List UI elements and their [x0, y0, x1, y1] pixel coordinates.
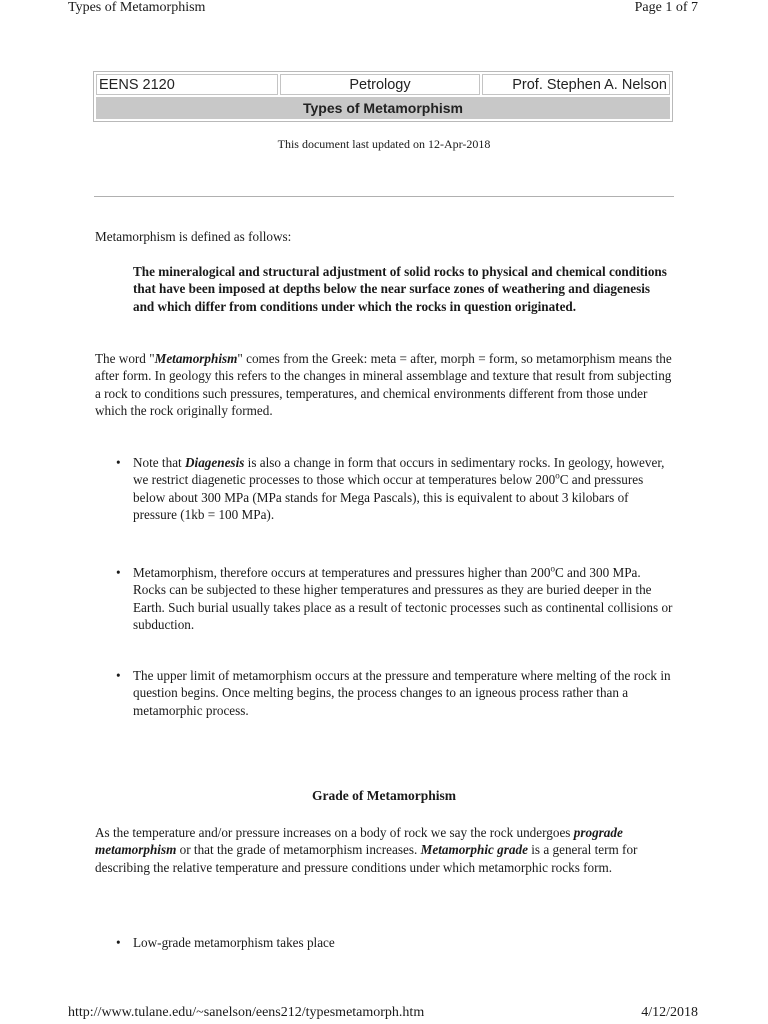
etymology-post: " comes from the Greek: meta = after, morph = form, so metamorphism means the after form. In geology this refers to the changes in mineral assemblage and texture that result from subjecting a rock to conditions such pressures, temperatures, and chemical environments different from those under which the rock originally formed.: [95, 351, 672, 419]
degree-sup: o: [550, 563, 555, 574]
term-prograde-metamorphism: prograde metamorphism: [95, 825, 623, 858]
list-item-text: [133, 564, 673, 634]
grade-mid: or that the grade of metamorphism increases.: [176, 842, 421, 858]
course-header-table: [93, 71, 673, 122]
definition-quote: The mineralogical and structural adjustment of solid rocks to physical and chemical conditions that have been imposed at depths below the near surface zones of weathering and diagenesis and which differ from conditions under which the rocks in question originated.: [133, 264, 667, 314]
list-item-text: [133, 454, 673, 524]
print-header-page-number: Page 1 of 7: [634, 0, 698, 15]
bullet-marker: •: [116, 565, 121, 580]
print-footer: [68, 1005, 698, 1023]
bullet-marker: •: [116, 455, 121, 470]
etymology-paragraph: [95, 350, 673, 420]
course-name: Petrology: [280, 74, 480, 95]
b1-pre: Note that: [133, 455, 186, 470]
grade-post: is a general term for describing the relative temperature and pressure conditions under which metamorphic rocks form.: [95, 842, 638, 875]
term-diagenesis: Diagenesis: [185, 455, 245, 470]
list-item-text: The upper limit of metamorphism occurs at the pressure and temperature where melting of the rock in question begins. Once melting begins, the process changes to an igneous process rather than a metamorphic process.: [133, 668, 671, 718]
print-header-title: Types of Metamorphism: [68, 0, 206, 15]
b1-mid: is also a change in form that occurs in sedimentary rocks. In geology, however, we restrict diagenetic processes to those which occur at temperatures below 200: [133, 455, 665, 488]
intro-text: Metamorphism is defined as follows:: [95, 229, 292, 244]
b1-post: C and pressures below about 300 MPa (MPa stands for Mega Pascals), this is equivalent to about 3 kilobars of pressure (1kb = 100 MPa).: [133, 472, 644, 523]
list-item-upper-limit: [116, 667, 673, 721]
degree-sup: o: [555, 471, 560, 482]
list-item-text: Low-grade metamorphism takes place: [133, 935, 335, 950]
bullet-marker: •: [116, 668, 121, 683]
etymology-pre: The word ": [95, 351, 155, 366]
b2-pre: Metamorphism, therefore occurs at temperatures and pressures higher than 200: [133, 565, 551, 580]
course-code: EENS 2120: [96, 74, 278, 95]
term-metamorphic-grade: Metamorphic grade: [420, 842, 528, 858]
print-header: [68, 0, 698, 18]
grade-pre: As the temperature and/or pressure increases on a body of rock we say the rock undergoes: [95, 825, 574, 840]
grade-paragraph: [95, 824, 673, 876]
term-metamorphism: Metamorphism: [154, 351, 238, 366]
list-item-low-grade: [116, 934, 673, 952]
section-heading-grade: Grade of Metamorphism: [312, 788, 456, 803]
b2-post: C and 300 MPa. Rocks can be subjected to these higher temperatures and pressures as they are buried deeper in the Earth. Such burial usually takes place as a result of tectonic processes such as continental collisions or subduction.: [133, 565, 673, 633]
page-url: http://www.tulane.edu/~sanelson/eens212/typesmetamorph.htm: [68, 1005, 425, 1020]
document-title: Types of Metamorphism: [96, 97, 670, 119]
horizontal-divider: [94, 196, 674, 197]
last-updated-note: This document last updated on 12-Apr-2018: [277, 137, 491, 151]
course-instructor: Prof. Stephen A. Nelson: [482, 74, 670, 95]
bullet-marker: •: [116, 935, 121, 950]
list-item-metamorphism-conditions: [116, 564, 673, 636]
print-date: 4/12/2018: [641, 1005, 698, 1020]
list-item-diagenesis: [116, 454, 673, 526]
